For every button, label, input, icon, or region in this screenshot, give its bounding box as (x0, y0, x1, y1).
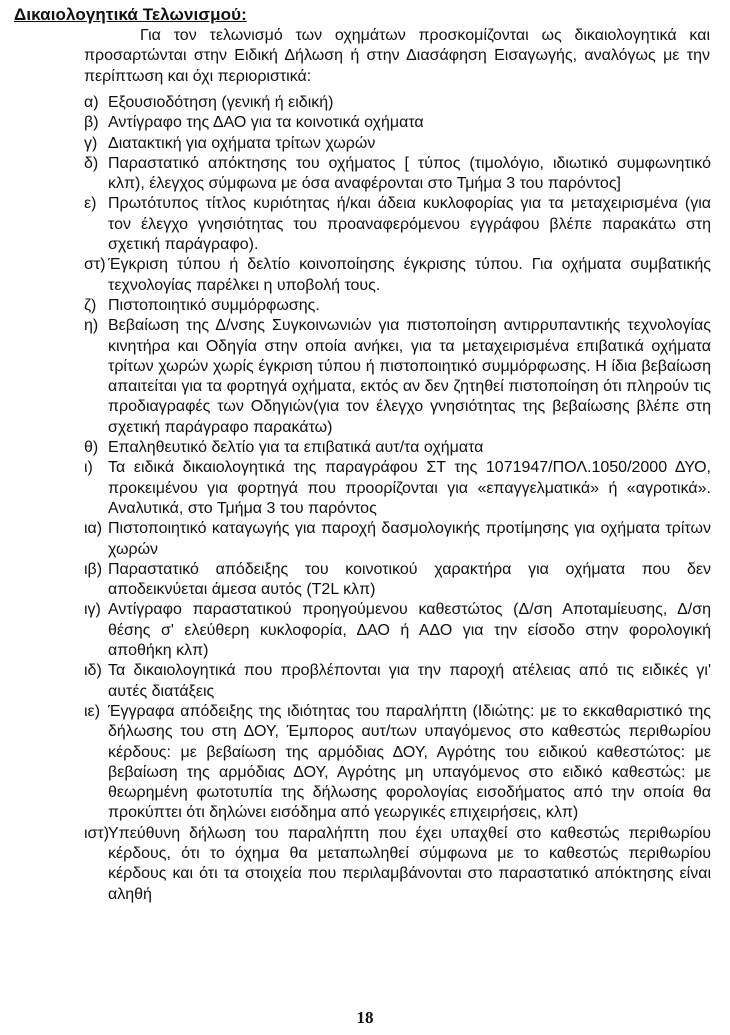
list-item (84, 296, 711, 316)
list-item-marker: ιε) (84, 702, 101, 720)
list-item (84, 134, 711, 154)
list-item-text: Παραστατικό απόδειξης του κοινοτικού χαρακτήρα για οχήματα που δεν αποδεικνύεται άμεσα αυτός (T2L κλπ) (108, 560, 711, 599)
list-item-marker: γ) (84, 134, 98, 152)
list-item-text: Πιστοποιητικό καταγωγής για παροχή δασμολογικής προτίμησης για οχήματα τρίτων χωρών (108, 520, 711, 558)
list-item-marker: ια) (84, 520, 103, 538)
list-item-marker: ιβ) (84, 560, 103, 578)
list-item-text: Πρωτότυπος τίτλος κυριότητας ή/και άδεια κυκλοφορίας για τα μεταχειρισμένα (για τον έλεγχο γνησιότητας του προαναφερόμενου εγγράφου βλέπε παρακάτω στη σχετική παράγραφο). (108, 195, 711, 254)
list-item-text: Εξουσιοδότηση (γενική ή ειδική) (108, 94, 334, 111)
list-item-text: Έγγραφα απόδειξης της ιδιότητας του παραλήπτη (Ιδιώτης: με το εκκαθαριστικό της δήλωσης του στη ΔΟΥ, Έμπορος αυτ/των υπαγόμενος στο καθεστώς περιθωρίου κέρδους: με βεβαίωση της αρμόδιας ΔΟΥ, Αγρότης του ειδικού καθεστώτος: με βεβαίωση της αρμόδιας ΔΟΥ, Αγρότης μη υπαγόμενος στο ειδικό καθεστώς: με θεωρημένη φωτοτυπία της δήλωσης φορολογίας εισοδήματος από την οποία θα προκύπτει ότι δηλώνει εισόδημα από γεωργικές επιχειρήσεις, κλπ) (108, 702, 711, 822)
list-item (84, 194, 711, 255)
list-item-marker: θ) (84, 439, 99, 457)
list-item-text: Αντίγραφο παραστατικού προηγούμενου καθεστώτος (Δ/ση Αποταμίευσης, Δ/ση θέσης σ' ελεύθερη κυκλοφορία, ΔΑΟ ή ΑΔΟ για την είσοδο στην φορολογική αποθήκη κλπ) (108, 601, 711, 660)
list-item (84, 93, 711, 113)
list-item-text: Τα ειδικά δικαιολογητικά της παραγράφου ΣΤ της 1071947/ΠΟΛ.1050/2000 ΔΥΟ, προκειμένου για φορτηγά που προορίζονται για «επαγγελματικά» ή «αγροτικά». Αναλυτικά, στο Τμήμα 3 του παρόντος (108, 459, 711, 517)
list-item-marker: ιστ) (84, 824, 110, 842)
list-item-marker: ιγ) (84, 601, 101, 619)
list-item-text: Επαληθευτικό δελτίο για τα επιβατικά αυτ/τα οχήματα (108, 439, 484, 457)
list-item (84, 255, 711, 296)
list-item-marker: δ) (84, 154, 99, 172)
list-item (84, 824, 711, 905)
list-item-text: Παραστατικό απόκτησης του οχήματος [ τύπος (τιμολόγιο, ιδιωτικό συμφωνητικό κλπ), έλεγχος σύμφωνα με όσα αναφέρονται στο Τμήμα 3 του παρόντος] (108, 154, 711, 193)
list-item-marker: ζ) (84, 296, 97, 314)
list-item-marker: β) (84, 114, 99, 132)
list-item (84, 600, 711, 661)
intro-paragraph: Για τον τελωνισμό των οχημάτων προσκομίζονται ως δικαιολογητικά και προσαρτώνται στην Ειδική Δήλωση ή στην Διασάφηση Εισαγωγής, αναλόγως με την περίπτωση και όχι περιοριστικά: (84, 27, 710, 85)
list-item (84, 113, 711, 133)
section-heading: Δικαιολογητικά Τελωνισμού: (14, 5, 247, 24)
list-item-marker: ιδ) (84, 662, 102, 680)
list-item (84, 519, 711, 560)
list-item-marker: στ) (84, 256, 106, 274)
list-item-marker: ι) (84, 459, 93, 477)
list-item-text: Βεβαίωση της Δ/νσης Συγκοινωνιών για πιστοποίηση αντιρρυπαντικής τεχνολογίας κινητήρα και Οδηγία στην οποία ανήκει, για τα μεταχειρισμένα επιβατικά οχήματα τρίτων χωρών χωρίς έγκριση τύπου ή πιστοποιητικό συμμόρφωσης. Η ίδια βεβαίωση απαιτείται για τα φορτηγά οχήματα, εκτός αν δεν ζητηθεί πιστοποίηση ότι πληρούν τις προδιαγραφές των Οδηγιών(για τον έλεγχο γνησιότητας της βεβαίωσης βλέπε στη σχετική παράγραφο παρακάτω) (108, 317, 711, 436)
list-item (84, 560, 711, 601)
list-item-text: Τα δικαιολογητικά που προβλέπονται για την παροχή ατέλειας από τις ειδικές γι' αυτές διατάξεις (108, 662, 711, 700)
list-item-marker: ε) (84, 195, 97, 213)
list-item (84, 438, 711, 458)
requirements-list (84, 93, 711, 905)
list-item-text: Πιστοποιητικό συμμόρφωσης. (108, 296, 320, 314)
list-item-marker: α) (84, 94, 99, 111)
list-item-marker: η) (84, 317, 99, 335)
list-item (84, 154, 711, 195)
list-item (84, 702, 711, 824)
page-number: 18 (356, 1008, 374, 1027)
list-item (84, 458, 711, 519)
list-item-text: Έγκριση τύπου ή δελτίο κοινοποίησης έγκρισης τύπου. Για οχήματα συμβατικής τεχνολογίας παρέλκει η υποβολή τους. (108, 256, 711, 294)
list-item-text: Διατακτική για οχήματα τρίτων χωρών (108, 134, 376, 152)
list-item (84, 661, 711, 702)
list-item-text: Αντίγραφο της ΔΑΟ για τα κοινοτικά οχήματα (108, 114, 424, 132)
list-item (84, 316, 711, 438)
list-item-text: Υπεύθυνη δήλωση του παραλήπτη που έχει υπαχθεί στο καθεστώς περιθωρίου κέρδους, ότι το όχημα θα μεταπωληθεί σύμφωνα με το καθεστώς περιθωρίου κέρδους και ότι τα στοιχεία που περιλαμβάνονται στο παραστατικό απόκτησης είναι αληθή (108, 824, 711, 903)
